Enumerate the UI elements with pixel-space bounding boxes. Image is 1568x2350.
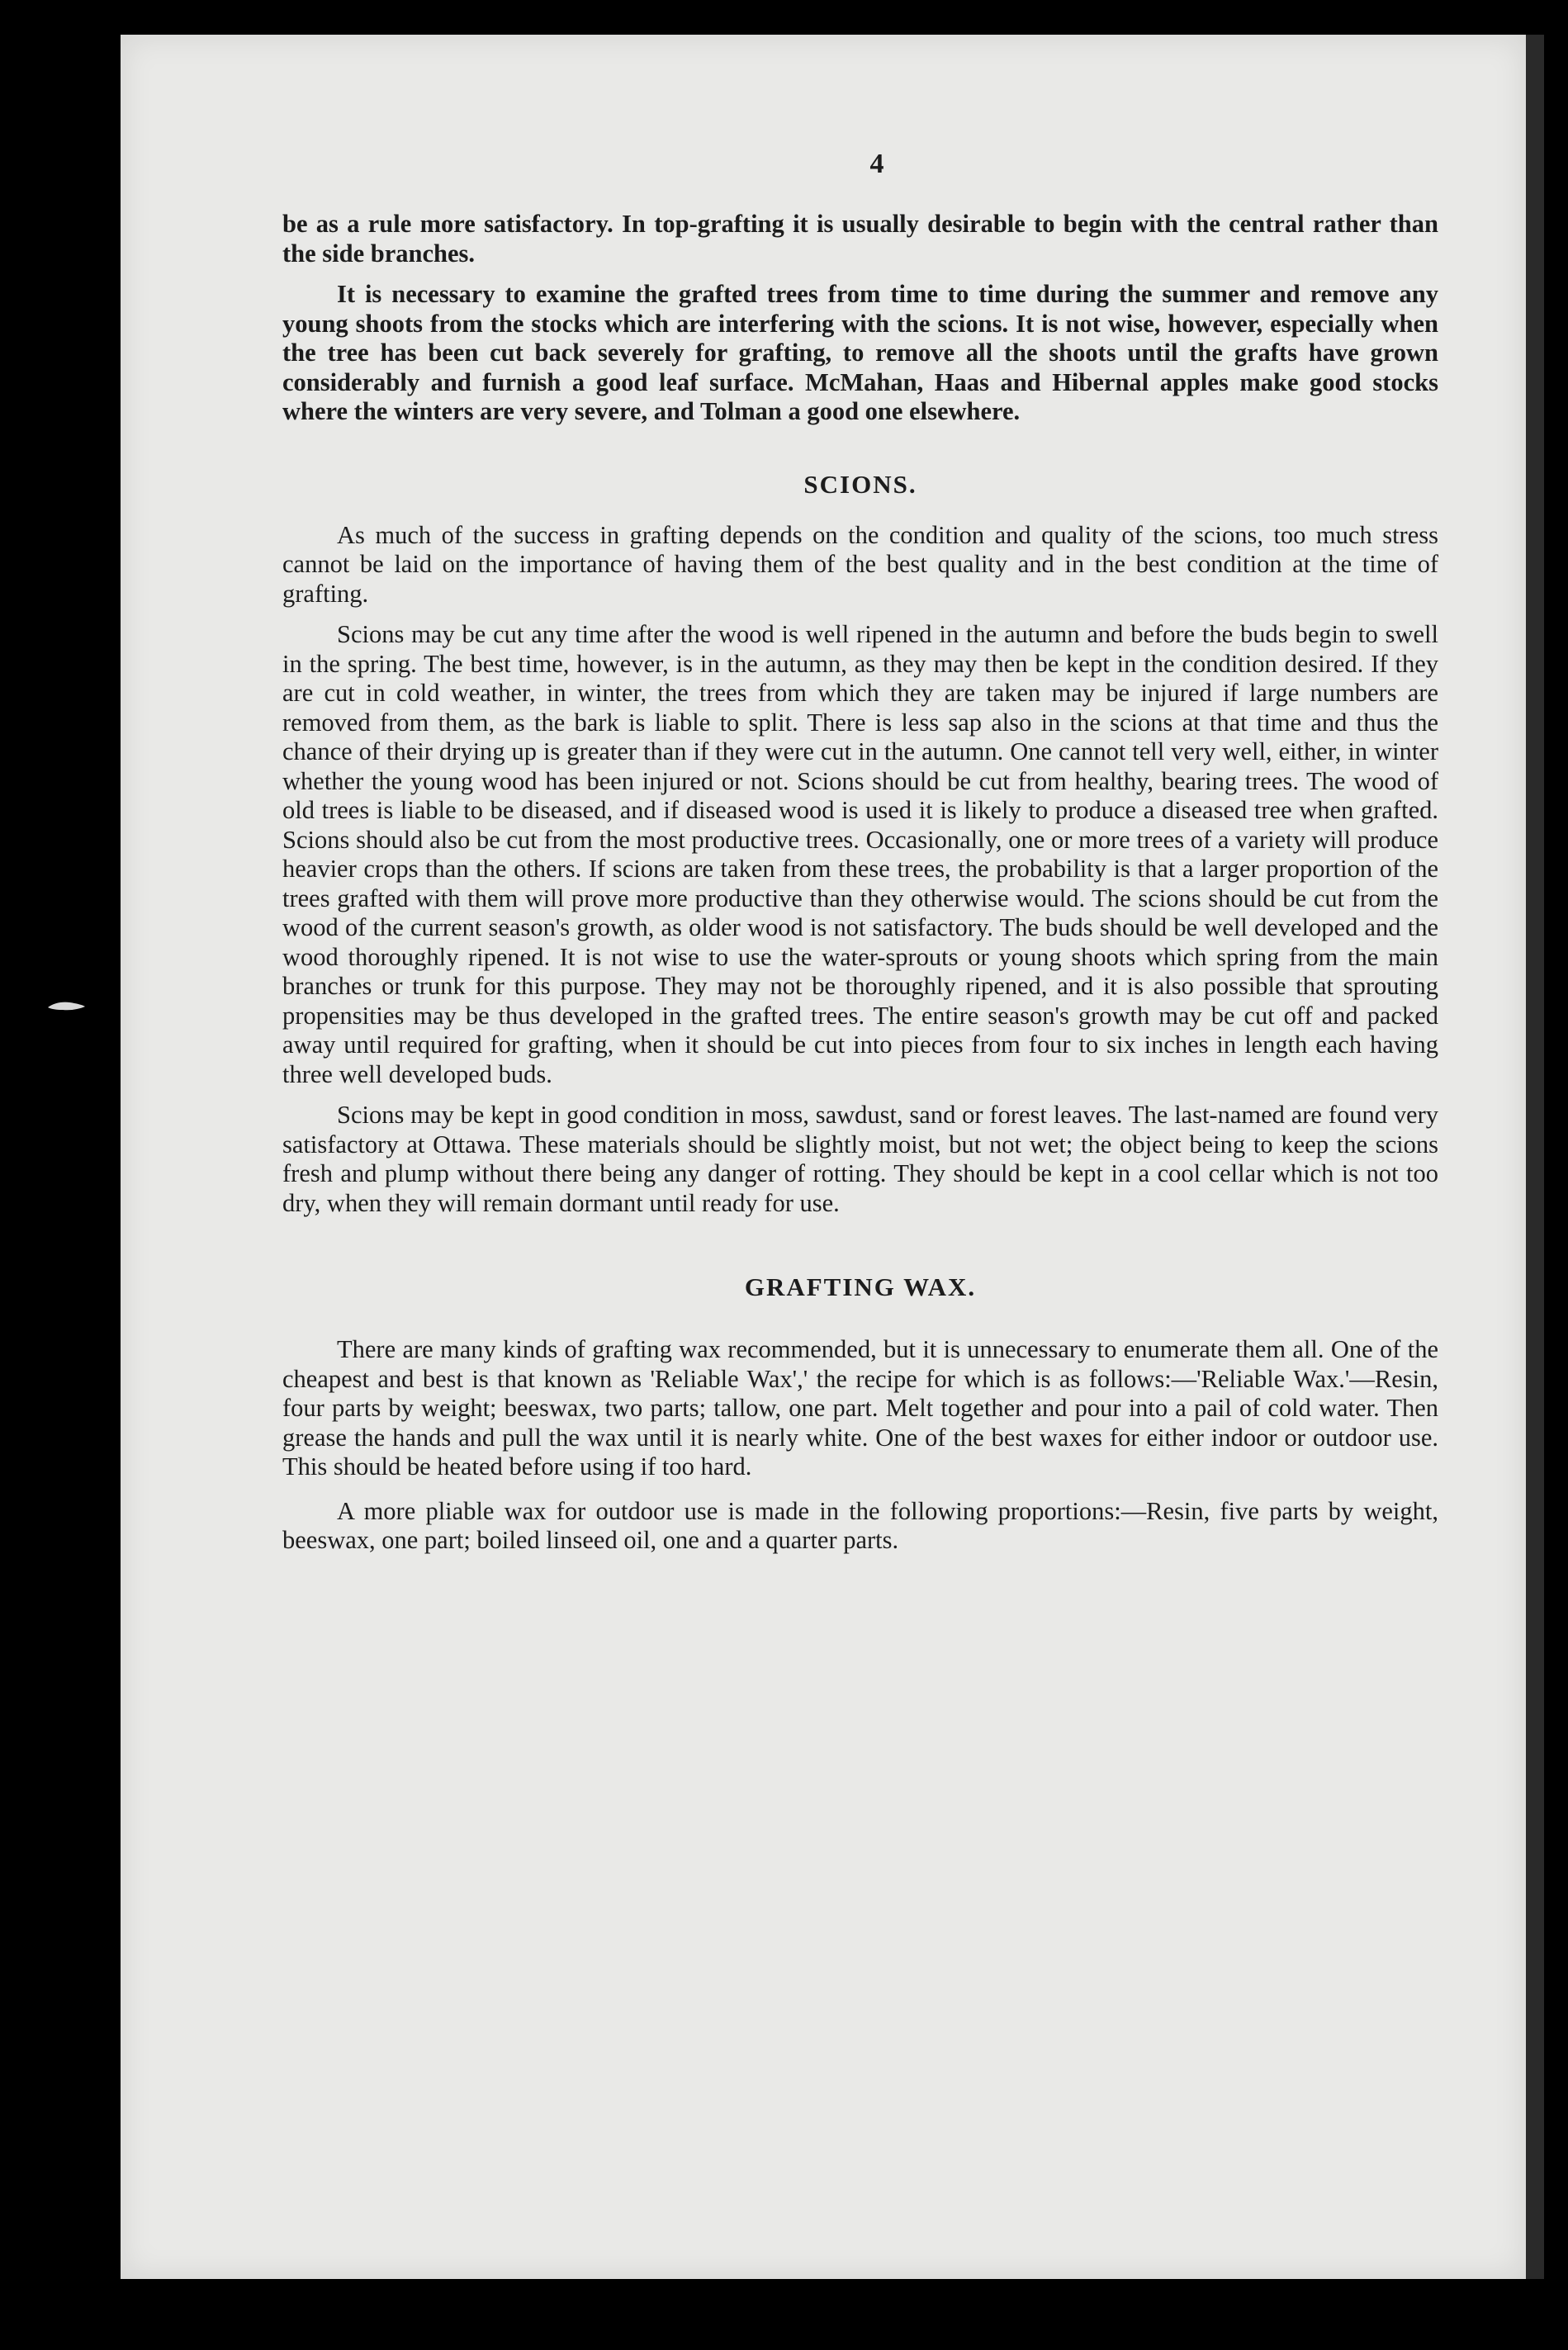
- section-heading-scions: SCIONS.: [803, 469, 917, 499]
- paragraph-examine-grafted-trees: It is necessary to examine the grafted trees from time to time during the summer and remove any young shoots from the stocks which are interfering with the scions. It is not wise, however, especially when the tree has been cut back severely for grafting, to remove all the shoots until the grafts have grown considerably and furnish a good leaf surface. McMahan, Haas and Hibernal apples make good stocks where the winters are very severe, and Tolman a good one elsewhere.: [282, 280, 1438, 425]
- paragraph-reliable-wax: There are many kinds of grafting wax recommended, but it is unnecessary to enumerate them all. One of the cheapest and best is that known as 'Reliable Wax',' the recipe for which is as follows:—'Reliable Wax.'—Resin, four parts by weight; beeswax, two parts; tallow, one part. Melt together and pour into a pail of cold water. Then grease the hands and pull the wax until it is nearly white. One of the best waxes for either indoor or outdoor use. This should be heated before using if too hard.: [282, 1335, 1438, 1481]
- page-number: 4: [869, 149, 884, 179]
- paragraph-scions-importance: As much of the success in grafting depends on the condition and quality of the scions, too much stress cannot be laid on the importance of having them of the best quality and in the best condition at the time of grafting.: [282, 520, 1438, 608]
- paragraph-scions-storage: Scions may be kept in good condition in moss, sawdust, sand or forest leaves. The last-named are found very satisfactory at Ottawa. These materials should be slightly moist, but not wet; the object being to keep the scions fresh and plump without there being any danger of rotting. They should be kept in a cool cellar which is not too dry, when they will remain dormant until ready for use.: [282, 1101, 1438, 1217]
- paragraph-pliable-wax: A more pliable wax for outdoor use is made in the following proportions:—Resin, five parts by weight, beeswax, one part; boiled linseed oil, one and a quarter parts.: [282, 1496, 1438, 1554]
- paragraph-top-grafting: be as a rule more satisfactory. In top-grafting it is usually desirable to begin with the central rather than the side branches.: [282, 210, 1438, 268]
- page-edge-shadow: [1526, 35, 1544, 2279]
- section-heading-grafting-wax: GRAFTING WAX.: [744, 1272, 977, 1301]
- paragraph-scions-cutting: Scions may be cut any time after the wood is well ripened in the autumn and before the buds begin to swell in the spring. The best time, however, is in the autumn, as they may then be kept in the condition desired. If they are cut in cold weather, in winter, the trees from which they are taken may be injured if large numbers are removed from them, as the bark is liable to split. There is less sap also in the scions at that time and thus the chance of their drying up is greater than if they were cut in the autumn. One cannot tell very well, either, in winter whether the young wood has been injured or not. Scions should be cut from healthy, bearing trees. The wood of old trees is liable to be diseased, and if diseased wood is used it is likely to produce a diseased tree when grafted. Scions should also be cut from the most productive trees. Occasionally, one or more trees of a variety will produce heavier crops than the others. If scions are taken from these trees, the probability is that a larger proportion of the trees grafted with them will prove more productive than they otherwise would. The scions should be cut from the wood of the current season's growth, as older wood is not satisfactory. The buds should be well developed and the wood thoroughly ripened. It is not wise to use the water-sprouts or young shoots which spring from the main branches or trunk for this purpose. They may not be thoroughly ripened, and it is also possible that sprouting propensities may be thus developed in the grafted trees. The entire season's growth may be cut off and packed away until required for grafting, when it should be cut into pieces from four to six inches in length each having three well developed buds.: [282, 620, 1438, 1088]
- margin-smudge-mark: [46, 999, 86, 1012]
- page-content: [282, 149, 1438, 1556]
